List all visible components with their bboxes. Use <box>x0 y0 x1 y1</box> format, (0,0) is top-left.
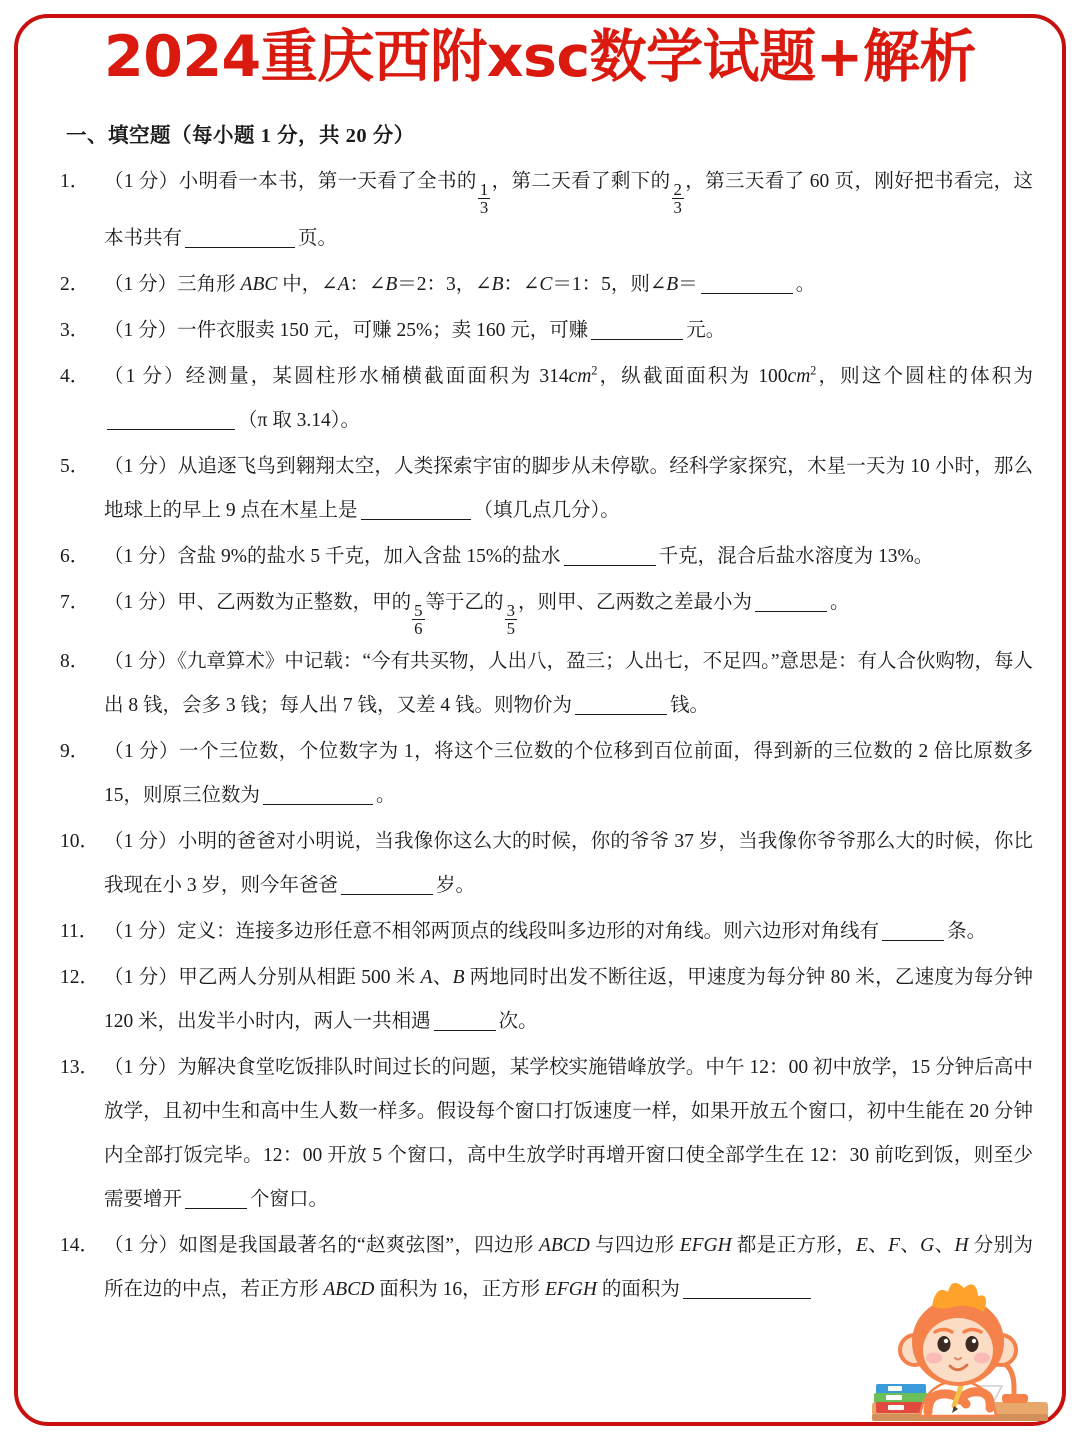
question-item <box>58 640 1033 728</box>
question-item <box>58 910 1033 954</box>
answer-blank[interactable] <box>591 339 683 340</box>
question-text <box>104 730 1033 818</box>
question-text <box>104 1224 1033 1312</box>
question-segment: ，则这个圆柱的体积为 <box>816 365 1033 387</box>
question-segment: ：∠ <box>503 273 540 295</box>
question-segment: 、 <box>432 966 453 988</box>
question-item <box>58 160 1033 261</box>
question-text <box>104 263 1033 307</box>
question-number: 10． <box>60 830 100 852</box>
question-segment: ，第三天看了 60 页，刚好把书看完，这本书共有 <box>104 171 1033 249</box>
fraction-denominator: 3 <box>479 197 489 217</box>
math-variable: EFGH <box>544 1278 597 1300</box>
question-segment: ＝ <box>678 273 698 295</box>
question-segment: 。 <box>376 784 396 806</box>
question-number: 4． <box>60 365 90 387</box>
question-number: 3． <box>60 319 90 341</box>
question-segment: 条。 <box>947 920 987 942</box>
question-points: （1 分） <box>104 591 178 613</box>
question-segment: 小明的爸爸对小明说，当我像你这么大的时候，你的爷爷 37 岁，当我像你爷爷那么大的时候，你比我现在小 3 岁，则今年爸爸 <box>104 830 1033 896</box>
answer-blank[interactable] <box>107 429 235 430</box>
question-number: 8． <box>60 650 90 672</box>
question-points: （1 分） <box>104 920 178 942</box>
answer-blank[interactable] <box>434 1030 496 1031</box>
question-segment: 面积为 16，正方形 <box>374 1278 545 1300</box>
question-points: （1 分） <box>104 545 178 567</box>
question-segment: 定义：连接多边形任意不相邻两顶点的线段叫多边形的对角线。则六边形对角线有 <box>177 920 880 942</box>
math-variable: B <box>491 273 504 295</box>
question-points: （1 分） <box>104 319 178 341</box>
fraction-numerator: 5 <box>414 600 423 620</box>
question-number: 6． <box>60 545 90 567</box>
question-segment: 、 <box>899 1234 921 1256</box>
math-variable: G <box>920 1234 935 1256</box>
question-segment: 三角形 <box>177 273 241 295</box>
question-text <box>104 445 1033 533</box>
question-text <box>104 910 1033 954</box>
answer-blank[interactable] <box>755 611 827 612</box>
section-heading: 一、填空题（每小题 1 分，共 20 分） <box>66 125 415 147</box>
question-number: 12． <box>60 966 100 988</box>
question-segment: ＝2：3，∠ <box>397 273 492 295</box>
question-segment: 分别为所在边的中点，若正方形 <box>104 1234 1033 1300</box>
fraction-denominator: 6 <box>414 618 423 638</box>
question-item <box>58 445 1033 533</box>
question-points: （1 分） <box>104 171 179 192</box>
question-points: （1 分） <box>104 966 179 988</box>
fraction-denominator: 3 <box>673 197 682 217</box>
answer-blank[interactable] <box>882 940 944 941</box>
answer-blank[interactable] <box>361 519 471 520</box>
question-segment: 千克，混合后盐水溶度为 13%。 <box>658 545 934 567</box>
answer-blank[interactable] <box>683 1298 811 1299</box>
math-variable: ABCD <box>538 1234 590 1256</box>
question-text <box>104 160 1033 261</box>
exponent: 2 <box>591 363 598 378</box>
math-variable: A <box>337 273 350 295</box>
question-segment: 中，∠ <box>277 273 338 295</box>
question-segment: 。 <box>795 273 816 295</box>
question-points: （1 分） <box>104 1056 178 1078</box>
question-number: 9． <box>60 740 90 762</box>
question-number: 14． <box>60 1234 100 1256</box>
question-segment: 岁。 <box>436 874 476 896</box>
math-variable: B <box>452 966 465 988</box>
question-segment: 页。 <box>298 227 338 249</box>
question-text <box>104 581 1033 638</box>
question-text <box>104 956 1033 1044</box>
math-variable: C <box>539 273 553 295</box>
question-item <box>58 730 1033 818</box>
question-segment: 一件衣服卖 150 元，可赚 25%；卖 160 元，可赚 <box>177 319 589 341</box>
question-segment: （π 取 3.14）。 <box>238 409 360 431</box>
question-segment: 次。 <box>498 1010 538 1032</box>
question-segment: ＝1：5，则∠ <box>552 273 667 295</box>
question-segment: 为解决食堂吃饭排队时间过长的问题，某学校实施错峰放学。中午 12：00 初中放学，15 分钟后高中放学，且初中生和高中生人数一样多。假设每个窗口打饭速度一样，如果开放五个窗口，初中生能在 20 分钟内全部打饭完毕。12：00 开放 5 个窗口，高中生放学时再增开窗口使全部学生在 12：30 前吃到饭，则至少需要增开 <box>104 1056 1033 1210</box>
question-segment: 元。 <box>686 319 726 341</box>
question-points: （1 分） <box>104 1234 179 1256</box>
question-segment: 。 <box>829 591 850 613</box>
unit-cm: cm <box>568 365 592 387</box>
question-segment: 两地同时出发不断往返，甲速度为每分钟 80 米，乙速度为每分钟 120 米，出发半小时内，两人一共相遇 <box>104 966 1033 1032</box>
question-segment: 含盐 9%的盐水 5 千克，加入含盐 15%的盐水 <box>177 545 561 567</box>
unit-cm: cm <box>787 365 811 387</box>
question-item <box>58 535 1033 579</box>
answer-blank[interactable] <box>185 247 295 248</box>
math-variable: B <box>666 273 679 295</box>
math-variable: E <box>855 1234 868 1256</box>
question-points: （1 分） <box>104 830 178 852</box>
exam-content <box>58 118 1033 1314</box>
answer-blank[interactable] <box>185 1208 247 1209</box>
question-number: 13． <box>60 1056 100 1078</box>
question-item <box>58 309 1033 353</box>
question-item <box>58 263 1033 307</box>
fraction <box>505 602 517 637</box>
question-segment: 钱。 <box>670 694 710 716</box>
question-points: （1 分） <box>104 273 178 295</box>
question-points: （1 分） <box>104 365 186 387</box>
question-item <box>58 1224 1033 1312</box>
answer-blank[interactable] <box>575 714 667 715</box>
answer-blank[interactable] <box>701 293 793 294</box>
math-variable: EFGH <box>679 1234 732 1256</box>
question-text <box>104 355 1033 443</box>
math-variable: H <box>954 1234 969 1256</box>
question-text <box>104 820 1033 908</box>
question-points: （1 分） <box>104 740 179 762</box>
fraction <box>412 602 424 637</box>
question-segment: 从追逐飞鸟到翱翔太空，人类探索宇宙的脚步从未停歇。经科学家探究，木星一天为 10 小时，那么地球上的早上 9 点在木星上是 <box>104 455 1033 521</box>
question-segment: 的面积为 <box>596 1278 680 1300</box>
question-segment: 与四边形 <box>589 1234 680 1256</box>
answer-blank[interactable] <box>564 565 656 566</box>
question-item <box>58 956 1033 1044</box>
answer-blank[interactable] <box>341 894 433 895</box>
question-number: 1． <box>60 171 90 192</box>
question-segment: （填几点几分）。 <box>473 499 620 521</box>
question-item <box>58 820 1033 908</box>
answer-blank[interactable] <box>263 804 373 805</box>
question-number: 2． <box>60 273 90 295</box>
question-segment: 甲乙两人分别从相距 500 米 <box>178 966 421 988</box>
question-segment: 都是正方形， <box>731 1234 856 1256</box>
math-variable: A <box>420 966 433 988</box>
page-title: 2024重庆西附xsc数学试题+解析 <box>104 24 976 90</box>
math-variable: F <box>888 1234 900 1256</box>
question-number: 5． <box>60 455 90 477</box>
question-text <box>104 1046 1033 1222</box>
question-points: （1 分） <box>104 650 178 672</box>
question-text <box>104 535 1033 579</box>
question-item <box>58 355 1033 443</box>
question-number: 7． <box>60 591 90 613</box>
question-segment: 甲、乙两数为正整数，甲的 <box>177 591 412 613</box>
question-segment: 等于乙的 <box>425 591 504 613</box>
question-segment: 、 <box>934 1234 955 1256</box>
fraction-numerator: 3 <box>506 600 515 620</box>
fraction <box>478 181 490 216</box>
exponent: 2 <box>810 363 817 378</box>
question-segment: 、 <box>867 1234 889 1256</box>
question-number: 11． <box>60 920 99 942</box>
fraction-denominator: 5 <box>506 618 515 638</box>
question-item <box>58 581 1033 638</box>
question-segment: 《九章算术》中记载：“今有共买物，人出八，盈三；人出七，不足四。”意思是：有人合伙购物，每人出 8 钱，会多 3 钱；每人出 7 钱，又差 4 钱。则物价为 <box>104 650 1033 716</box>
question-segment: ，则甲、乙两数之差最小为 <box>517 591 752 613</box>
fraction-numerator: 2 <box>673 179 682 199</box>
question-segment: 一个三位数，个位数字为 1，将这个三位数的个位移到百位前面，得到新的三位数的 2 倍比原数多 15，则原三位数为 <box>104 740 1033 806</box>
question-segment: 如图是我国最著名的“赵爽弦图”，四边形 <box>178 1234 539 1256</box>
question-points: （1 分） <box>104 455 178 477</box>
math-variable: ABCD <box>323 1278 375 1300</box>
question-segment: ：∠ <box>349 273 386 295</box>
question-text <box>104 640 1033 728</box>
question-segment: ，第二天看了剩下的 <box>491 171 671 192</box>
math-variable: B <box>385 273 398 295</box>
math-variable: ABC <box>240 273 278 295</box>
question-text <box>104 309 1033 353</box>
question-segment: 小明看一本书，第一天看了全书的 <box>178 171 477 192</box>
question-segment: 个窗口。 <box>250 1188 329 1210</box>
fraction-numerator: 1 <box>479 179 489 199</box>
question-item <box>58 1046 1033 1222</box>
question-segment: ，纵截面面积为 100 <box>597 365 788 387</box>
question-segment: 经测量，某圆柱形水桶横截面面积为 314 <box>185 365 569 387</box>
fraction <box>672 181 684 216</box>
